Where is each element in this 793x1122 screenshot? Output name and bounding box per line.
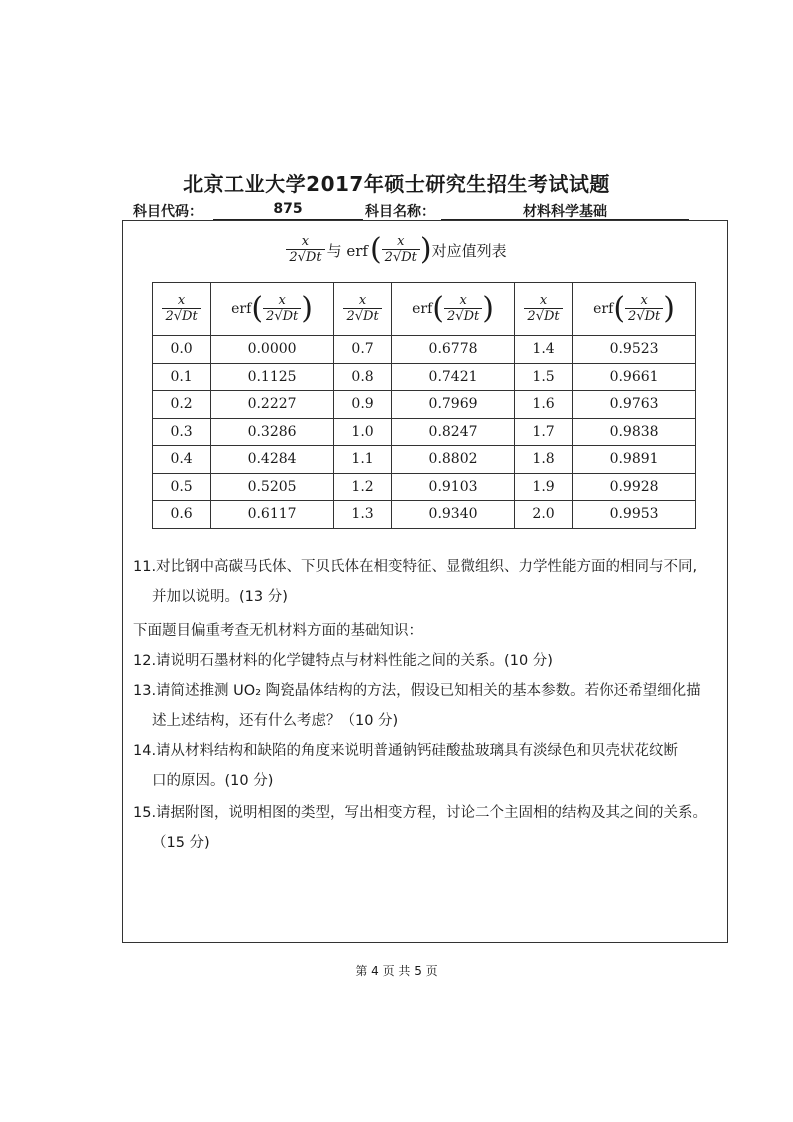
erf-value-cell: 0.3286 xyxy=(211,418,334,446)
erf-value-cell: 0.9838 xyxy=(573,418,696,446)
x-value-cell: 1.3 xyxy=(333,501,391,529)
x-value-cell: 0.7 xyxy=(333,336,391,364)
erf-value-cell: 0.9891 xyxy=(573,446,696,474)
erf-value-cell: 0.9523 xyxy=(573,336,696,364)
erf-value-cell: 0.1125 xyxy=(211,363,334,391)
x-value-cell: 2.0 xyxy=(514,501,572,529)
subject-name-label: 科目名称： xyxy=(365,204,435,220)
x-value-cell: 0.4 xyxy=(153,446,211,474)
table-caption: $\frac{x}{2√Dt}$ 与 erf ( $\frac{x}{2√Dt}$ ) 对应值列表 xyxy=(0,228,793,272)
header-x: $\frac{x}{2√Dt}$ xyxy=(514,283,572,336)
erf-value-cell: 0.8247 xyxy=(392,418,515,446)
x-value-cell: 1.6 xyxy=(514,391,572,419)
x-value-cell: 0.3 xyxy=(153,418,211,446)
erf-table xyxy=(152,282,696,529)
erf-value-cell: 0.9953 xyxy=(573,501,696,529)
header-x: $\frac{x}{2√Dt}$ xyxy=(153,283,211,336)
table-row xyxy=(153,418,696,446)
section-note: 下面题目偏重考查无机材料方面的基础知识： xyxy=(133,623,423,639)
header-x: $\frac{x}{2√Dt}$ xyxy=(333,283,391,336)
x-value-cell: 0.0 xyxy=(153,336,211,364)
x-value-cell: 1.0 xyxy=(333,418,391,446)
question-11: 11.对比钢中高碳马氏体、下贝氏体在相变特征、显微组织、力学性能方面的相同与不同, 并加以说明。(13 分) xyxy=(133,559,698,605)
caption-middle: 与 erf xyxy=(326,241,368,260)
subject-name-value: 材料科学基础 xyxy=(441,201,689,220)
x-value-cell: 0.8 xyxy=(333,363,391,391)
question-12: 12.请说明石墨材料的化学键特点与材料性能之间的关系。(10 分) xyxy=(133,653,553,669)
table-row xyxy=(153,473,696,501)
erf-value-cell: 0.5205 xyxy=(211,473,334,501)
erf-value-cell: 0.2227 xyxy=(211,391,334,419)
erf-value-cell: 0.9103 xyxy=(392,473,515,501)
erf-value-cell: 0.0000 xyxy=(211,336,334,364)
table-row xyxy=(153,363,696,391)
header-erf: erf( $\frac{x}{2√Dt}$ ) xyxy=(392,283,515,336)
erf-value-cell: 0.8802 xyxy=(392,446,515,474)
erf-value-cell: 0.9928 xyxy=(573,473,696,501)
caption-formula: $\frac{x}{2√Dt}$ xyxy=(286,235,324,264)
erf-value-cell: 0.6778 xyxy=(392,336,515,364)
x-value-cell: 1.5 xyxy=(514,363,572,391)
erf-value-cell: 0.9763 xyxy=(573,391,696,419)
erf-table-header xyxy=(153,283,696,336)
page-number: 第 4 页 共 5 页 xyxy=(355,964,438,978)
exam-title: 北京工业大学2017年硕士研究生招生考试试题 xyxy=(183,172,610,196)
header-erf: erf( $\frac{x}{2√Dt}$ ) xyxy=(573,283,696,336)
erf-value-cell: 0.4284 xyxy=(211,446,334,474)
header-erf: erf( $\frac{x}{2√Dt}$ ) xyxy=(211,283,334,336)
x-value-cell: 1.4 xyxy=(514,336,572,364)
x-value-cell: 1.7 xyxy=(514,418,572,446)
x-value-cell: 0.1 xyxy=(153,363,211,391)
x-value-cell: 1.9 xyxy=(514,473,572,501)
erf-value-cell: 0.9340 xyxy=(392,501,515,529)
x-value-cell: 0.6 xyxy=(153,501,211,529)
table-row xyxy=(153,446,696,474)
question-13: 13.请简述推测 UO₂ 陶瓷晶体结构的方法，假设已知相关的基本参数。若你还希望细化描 述上述结构，还有什么考虑？（10 分) xyxy=(133,683,701,729)
table-row xyxy=(153,336,696,364)
caption-suffix: 对应值列表 xyxy=(431,241,507,260)
x-value-cell: 0.9 xyxy=(333,391,391,419)
x-value-cell: 0.2 xyxy=(153,391,211,419)
question-15: 15.请据附图，说明相图的类型，写出相变方程，讨论二个主固相的结构及其之间的关系。 （15 分) xyxy=(133,805,708,851)
subject-code-label: 科目代码： xyxy=(133,204,203,220)
x-value-cell: 1.1 xyxy=(333,446,391,474)
table-row xyxy=(153,501,696,529)
x-value-cell: 1.8 xyxy=(514,446,572,474)
subject-code-value: 875 xyxy=(213,201,363,220)
erf-value-cell: 0.7421 xyxy=(392,363,515,391)
erf-value-cell: 0.9661 xyxy=(573,363,696,391)
x-value-cell: 1.2 xyxy=(333,473,391,501)
x-value-cell: 0.5 xyxy=(153,473,211,501)
table-row xyxy=(153,391,696,419)
question-14: 14.请从材料结构和缺陷的角度来说明普通钠钙硅酸盐玻璃具有淡绿色和贝壳状花纹断 口的原因。(10 分) xyxy=(133,743,679,789)
erf-value-cell: 0.6117 xyxy=(211,501,334,529)
erf-value-cell: 0.7969 xyxy=(392,391,515,419)
caption-erf-formula: $\frac{x}{2√Dt}$ xyxy=(382,235,420,264)
